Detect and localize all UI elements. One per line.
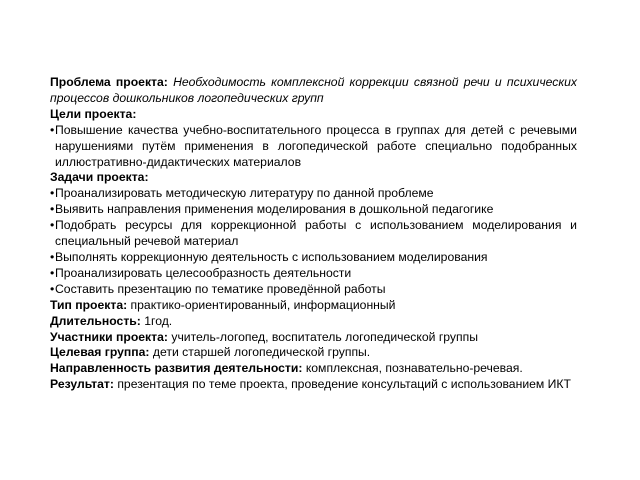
direction-text: комплексная, познавательно-речевая. [305,361,523,376]
participants-paragraph [50,330,577,346]
target-label: Целевая группа: [50,345,150,360]
goals-heading: Цели проекта: [50,106,137,121]
type-text: практико-ориентированный, информационный [130,297,396,312]
goals-list [50,123,577,171]
task-item: • Проанализировать методическую литературу по данной проблеме [50,186,577,202]
type-paragraph [50,298,577,314]
problem-label: Проблема проекта: [50,75,168,89]
slide-content [50,75,577,393]
result-label: Результат: [50,377,114,392]
participants-text: учитель-логопед, воспитатель логопедической группы [171,329,478,344]
problem-paragraph [50,75,577,107]
result-text: презентация по теме проекта, проведение консультаций с использованием ИКТ [117,377,571,392]
type-label: Тип проекта: [50,297,128,312]
target-text: дети старшей логопедической группы. [152,345,371,360]
task-item: • Выполнять коррекционную деятельность с использованием моделирования [50,250,577,266]
duration-label: Длительность: [50,313,141,328]
result-paragraph [50,377,577,393]
duration-text: 1год. [144,313,173,328]
problem-text: Необходимость комплексной коррекции связной речи и психических процессов дошкольников логопедических групп [50,75,578,105]
task-item: • Проанализировать целесообразность деятельности [50,266,577,282]
duration-paragraph [50,314,577,330]
goal-item: • Повышение качества учебно-воспитательного процесса в группах для детей с речевыми нарушениями путём применения в логопедической работе специально подобранных иллюстративно-дидактических материалов [50,123,577,171]
direction-label: Направленность развития деятельности: [50,361,303,376]
tasks-heading: Задачи проекта: [50,170,149,185]
target-paragraph [50,345,577,361]
task-item: • Составить презентацию по тематике проведённой работы [50,282,577,298]
task-item: • Подобрать ресурсы для коррекционной работы с использованием моделирования и специальный речевой материал [50,218,577,250]
participants-label: Участники проекта: [50,329,168,344]
direction-paragraph [50,361,577,377]
task-item: • Выявить направления применения моделирования в дошкольной педагогике [50,202,577,218]
tasks-list [50,186,577,297]
